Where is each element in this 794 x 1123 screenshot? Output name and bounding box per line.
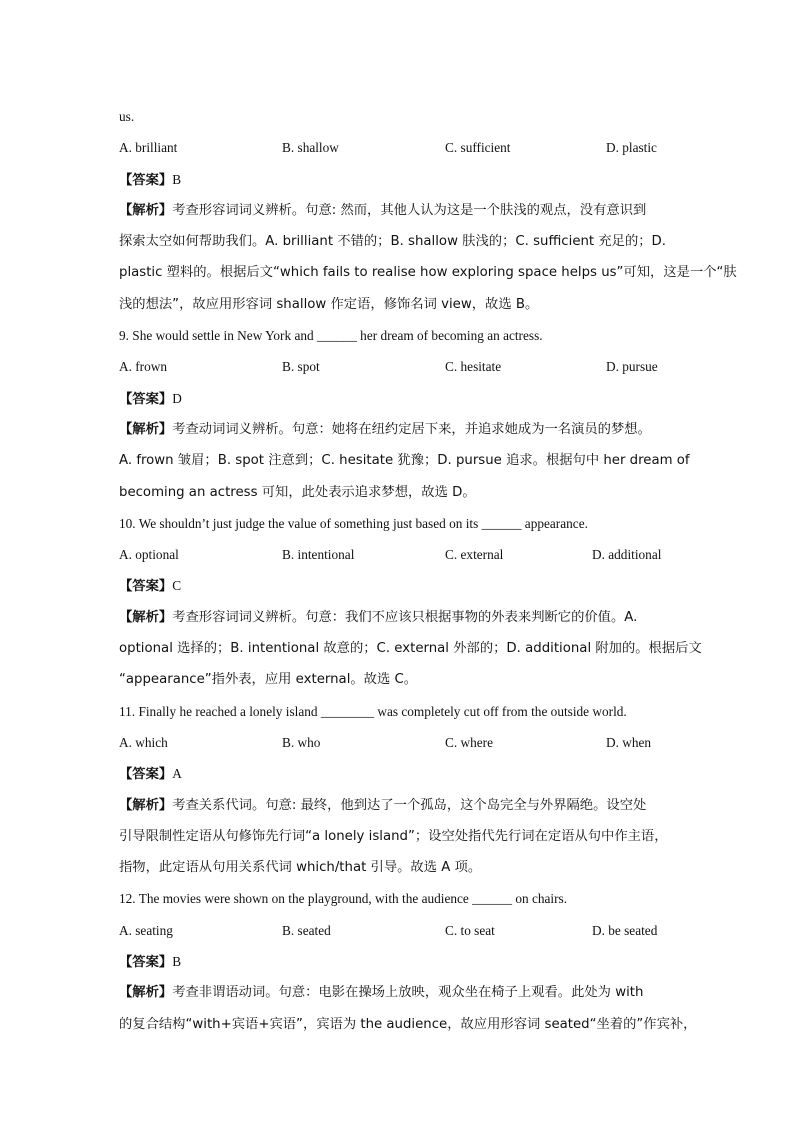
- option-c: C. external: [445, 547, 504, 563]
- explanation-line: “appearance”指外表，应用 external。故选 C。: [119, 672, 418, 688]
- answer-tag: 【答案】: [119, 955, 173, 971]
- explanation-line: [119, 977, 679, 1008]
- option-d: D. pursue: [606, 359, 658, 375]
- answer-tag: 【答案】: [119, 172, 173, 188]
- explanation-tag: 【解析】: [119, 421, 173, 437]
- options-row-q11: [119, 727, 679, 758]
- explanation-line: becoming an actress 可知，此处表示追求梦想，故选 D。: [119, 484, 476, 500]
- option-b: B. seated: [282, 922, 331, 938]
- option-a: A. seating: [119, 922, 173, 938]
- explanation-line: [119, 414, 679, 445]
- option-c: C. to seat: [445, 922, 495, 938]
- answer-value: C: [172, 578, 182, 594]
- explanation-line: A. frown 皱眉；B. spot 注意到；C. hesitate 犹豫；D. pursue 追求。根据句中 her dream of: [119, 453, 690, 469]
- explanation-line: optional 选择的；B. intentional 故意的；C. external 外部的；D. additional 附加的。根据后文: [119, 641, 702, 657]
- explanation-tag: 【解析】: [119, 202, 173, 218]
- explanation-tag: 【解析】: [119, 609, 173, 625]
- answer-value: D: [172, 390, 182, 406]
- explanation-text: 考查动词词义辨析。句意：她将在纽约定居下来，并追求她成为一名演员的梦想。: [172, 421, 651, 437]
- option-d: D. when: [606, 734, 652, 750]
- explanation-line: [119, 602, 679, 633]
- options-row-q10: [119, 539, 679, 570]
- answer-line-q12: [119, 946, 679, 977]
- question-stem-q10: 10. We shouldn’t just judge the value of something just based on its ______ appearance.: [119, 515, 588, 531]
- explanation-line: [119, 195, 679, 226]
- explanation-line: 的复合结构“with+宾语+宾语”，宾语为 the audience，故应用形容词 seated“坐着的”作宾补，: [119, 1016, 697, 1032]
- question-stem-q12: 12. The movies were shown on the playground, with the audience ______ on chairs.: [119, 891, 568, 907]
- answer-line-q9: [119, 383, 679, 414]
- answer-value: B: [172, 171, 182, 187]
- text-line: us.: [119, 109, 135, 124]
- option-b: B. spot: [282, 359, 320, 375]
- answer-value: A: [172, 766, 182, 782]
- option-b: B. shallow: [282, 140, 339, 156]
- option-c: C. sufficient: [445, 140, 511, 156]
- options-row-q8: [119, 132, 679, 163]
- explanation-text: 考查形容词词义辨析。句意：我们不应该只根据事物的外表来判断它的价值。A.: [172, 609, 638, 625]
- options-row-q12: [119, 915, 679, 946]
- option-a: A. brilliant: [119, 140, 178, 156]
- explanation-text: 考查关系代词。句意: 最终，他到达了一个孤岛，这个岛完全与外界隔绝。设空处: [172, 797, 647, 813]
- option-d: D. additional: [592, 547, 662, 563]
- answer-line-q8: [119, 164, 679, 195]
- explanation-text: 考查非谓语动词。句意：电影在操场上放映，观众坐在椅子上观看。此处为 with: [172, 985, 644, 1001]
- explanation-line: 探索太空如何帮助我们。A. brilliant 不错的；B. shallow 肤浅的；C. sufficient 充足的；D.: [119, 234, 667, 250]
- option-a: A. frown: [119, 359, 168, 375]
- explanation-tag: 【解析】: [119, 797, 173, 813]
- answer-line-q11: [119, 758, 679, 789]
- explanation-line: 引导限制性定语从句修饰先行词“a lonely island”；设空处指代先行词在定语从句中作主语，: [119, 828, 668, 844]
- explanation-text: 考查形容词词义辨析。句意: 然而，其他人认为这是一个肤浅的观点，没有意识到: [172, 202, 647, 218]
- explanation-line: 浅的想法”，故应用形容词 shallow 作定语，修饰名词 view，故选 B。: [119, 296, 539, 312]
- answer-line-q10: [119, 570, 679, 601]
- answer-value: B: [172, 954, 182, 970]
- option-b: B. intentional: [282, 547, 355, 563]
- option-d: D. plastic: [606, 140, 657, 156]
- explanation-line: plastic 塑料的。根据后文“which fails to realise how exploring space helps us”可知，这是一个“肤: [119, 265, 737, 281]
- options-row-q9: [119, 351, 679, 382]
- option-a: A. optional: [119, 547, 179, 563]
- option-d: D. be seated: [592, 922, 658, 938]
- question-stem-q9: 9. She would settle in New York and ______ her dream of becoming an actress.: [119, 328, 543, 344]
- option-c: C. hesitate: [445, 359, 502, 375]
- answer-tag: 【答案】: [119, 391, 173, 407]
- answer-tag: 【答案】: [119, 579, 173, 595]
- option-c: C. where: [445, 734, 493, 750]
- explanation-line: [119, 790, 679, 821]
- explanation-tag: 【解析】: [119, 985, 173, 1001]
- document-page: [119, 101, 737, 1040]
- question-stem-q11: 11. Finally he reached a lonely island ________ was completely cut off from the outside world.: [119, 703, 627, 719]
- option-a: A. which: [119, 734, 168, 750]
- option-b: B. who: [282, 734, 321, 750]
- explanation-line: 指物，此定语从句用关系代词 which/that 引导。故选 A 项。: [119, 860, 482, 876]
- answer-tag: 【答案】: [119, 767, 173, 783]
